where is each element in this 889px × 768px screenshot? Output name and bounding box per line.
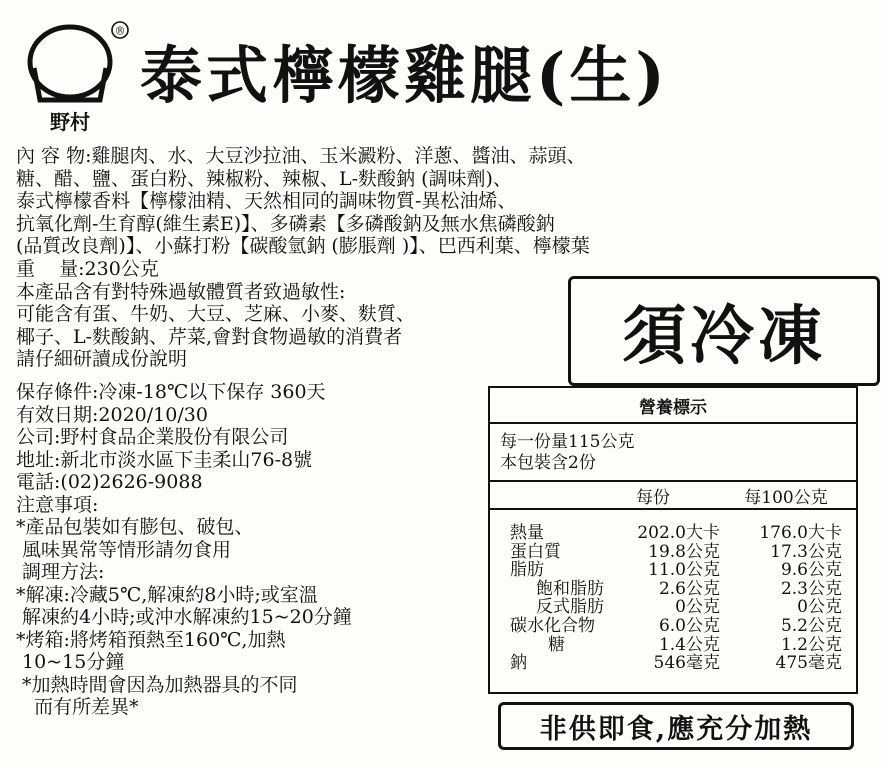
nutrition-column-header	[490, 482, 856, 510]
nutrient-per-serving: 1.4公克	[658, 634, 720, 655]
per-serving-header: 每份	[636, 487, 670, 508]
cooking-line: *解凍:冷藏5℃,解凍約8小時;或室溫	[16, 583, 318, 606]
nutrient-per-serving: 0公克	[675, 597, 720, 618]
cooking-heading: 調理方法:	[16, 561, 105, 583]
nutrition-row	[490, 654, 856, 673]
nutrient-per-serving: 6.0公克	[658, 615, 720, 636]
notes-line: *產品包裝如有膨包、破包、	[16, 516, 254, 538]
brand-logo	[20, 16, 130, 136]
nutrition-row	[490, 617, 856, 636]
per-100g-header: 每100公克	[744, 487, 828, 508]
ingredients-line: 泰式檸檬香料【檸檬油精、天然相同的調味物質-異松油烯、	[16, 190, 517, 213]
nutrition-row	[490, 598, 856, 617]
nutrient-per-serving: 11.0公克	[648, 560, 720, 581]
ingredients-line: (品質改良劑)】、小蘇打粉【碳酸氫鈉 (膨脹劑 )】、巴西利葉、檸檬葉	[16, 235, 590, 258]
allergen-line: 椰子、L-麩酸鈉、芹菜,會對食物過敏的消費者	[16, 325, 403, 348]
nutrition-row	[490, 561, 856, 580]
registered-mark: ®	[114, 24, 126, 38]
allergen-line: 可能含有蛋、牛奶、大豆、芝麻、小麥、麩質、	[16, 303, 416, 326]
expiry-date: 有效日期:2020/10/30	[16, 403, 208, 426]
nutrient-per-100g: 9.6公克	[780, 560, 842, 581]
ingredients-line: 糖、醋、鹽、蛋白粉、辣椒粉、辣椒、L-麩酸鈉 (調味劑)、	[16, 167, 512, 190]
notes-heading: 注意事項:	[16, 493, 99, 516]
company-name: 公司:野村食品企業股份有限公司	[16, 426, 289, 448]
allergen-line: 請仔細研讀成份說明	[16, 348, 188, 371]
nutrient-per-100g: 0公克	[797, 597, 842, 618]
allergen-line: 本產品含有對特殊過敏體質者致過敏性:	[16, 280, 346, 303]
nomura-logo-icon	[20, 16, 130, 136]
brand-name: 野村	[50, 110, 90, 134]
cooking-line: 10~15分鐘	[16, 651, 125, 673]
ingredients-line: 內 容 物:雞腿肉、水、大豆沙拉油、玉米澱粉、洋蔥、醬油、蒜頭、	[16, 145, 586, 167]
nutrient-name: 糖	[548, 634, 565, 655]
nutrient-name: 反式脂肪	[536, 597, 604, 618]
product-title: 泰式檸檬雞腿(生)	[140, 39, 669, 112]
notes-line: 風味異常等情形請勿食用	[16, 538, 232, 561]
nutrition-row	[490, 636, 856, 655]
nutrient-name: 脂肪	[510, 560, 544, 581]
nutrient-per-100g: 176.0大卡	[759, 523, 842, 543]
cooking-note: *加熱時間會因為加熱器具的不同	[16, 673, 298, 696]
nutrient-per-serving: 546毫克	[653, 653, 720, 674]
nutrition-row	[490, 524, 856, 543]
nutrient-per-100g: 5.2公克	[780, 615, 842, 636]
nutrition-facts-table	[488, 386, 858, 694]
cooking-note: 而有所差異*	[16, 696, 139, 718]
storage-info-section	[16, 381, 486, 719]
company-address: 地址:新北市淡水區下圭柔山76-8號	[16, 448, 313, 471]
cooking-warning-label: 非供即食,應充分加熱	[498, 702, 854, 750]
company-phone: 電話:(02)2626-9088	[16, 471, 203, 493]
nutrient-name: 鈉	[510, 653, 527, 674]
cooking-line: *烤箱:將烤箱預熱至160℃,加熱	[16, 628, 286, 651]
nutrient-name: 飽和脂肪	[536, 578, 604, 599]
cooking-line: 解凍約4小時;或沖水解凍約15~20分鐘	[16, 606, 352, 628]
nutrition-row	[490, 580, 856, 599]
ingredients-line: 抗氧化劑-生育醇(維生素E)】、多磷素【多磷酸鈉及無水焦磷酸鈉	[16, 212, 555, 235]
nutrient-per-serving: 19.8公克	[648, 541, 720, 562]
keep-frozen-label: 須冷凍	[568, 276, 880, 386]
nutrient-per-100g: 1.2公克	[780, 634, 842, 655]
nutrient-per-100g: 2.3公克	[780, 578, 842, 599]
nutrition-rows	[490, 510, 856, 673]
nutrient-per-serving: 202.0大卡	[637, 523, 720, 543]
nutrition-row	[490, 543, 856, 562]
nutrient-name: 熱量	[510, 523, 544, 543]
servings-per-pack: 本包裝含2份	[500, 453, 596, 473]
nutrient-per-serving: 2.6公克	[658, 578, 720, 599]
storage-line: 保存條件:冷凍-18℃以下保存 360天	[16, 381, 326, 403]
nutrient-per-100g: 475毫克	[775, 653, 842, 674]
serving-size: 每一份量115公克	[500, 432, 635, 452]
nutrition-header: 營養標示	[490, 388, 856, 424]
serving-info	[490, 424, 856, 482]
nutrient-name: 蛋白質	[510, 541, 561, 562]
net-weight: 重 量:230公克	[16, 257, 159, 280]
nutrient-per-100g: 17.3公克	[770, 541, 842, 562]
nutrient-name: 碳水化合物	[510, 615, 595, 636]
